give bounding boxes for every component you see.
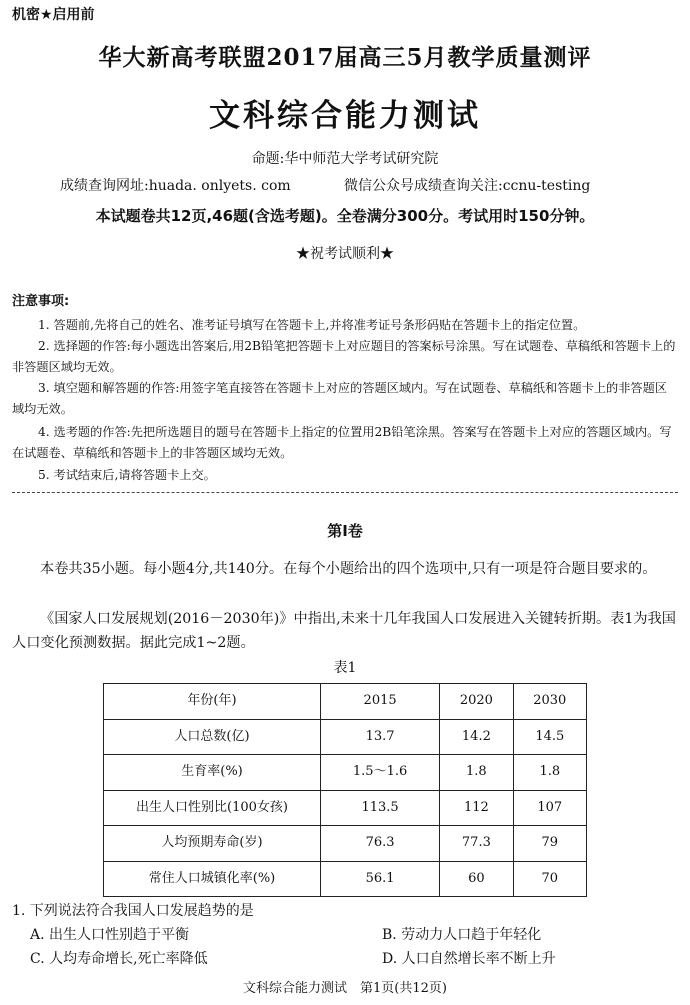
note-item: 1. 答题前,先将自己的姓名、准考证号填写在答题卡上,并将准考证号条形码贴在答题卡上的指定位置。 [38, 318, 586, 332]
table-cell: 生育率(%) [104, 755, 321, 791]
table-cell: 107 [513, 790, 586, 826]
table-cell: 1.8 [513, 755, 586, 791]
table-header-cell: 2030 [513, 684, 586, 720]
exam-series-title: 华大新高考联盟2017届高三5月教学质量测评 [98, 44, 592, 71]
exam-subject-title: 文科综合能力测试 [209, 98, 481, 134]
notes-title: 注意事项: [12, 294, 70, 309]
table-cell: 77.3 [440, 826, 513, 862]
question-context: 《国家人口发展规划(2016－2030年)》中指出,未来十几年我国人口发展进入关键转折期。表1为我国人口变化预测数据。据此完成1~2题。 [12, 611, 676, 651]
table-cell: 人均预期寿命(岁) [104, 826, 321, 862]
table-cell: 112 [440, 790, 513, 826]
table-header-cell: 年份(年) [104, 684, 321, 720]
note-item: 5. 考试结束后,请将答题卡上交。 [38, 468, 216, 482]
table-cell: 56.1 [321, 861, 440, 897]
table-cell: 113.5 [321, 790, 440, 826]
option-a: A. 出生人口性别趋于平衡 [30, 927, 190, 943]
score-website: 成绩查询网址:huada. onlyets. com [60, 178, 291, 194]
option-d: D. 人口自然增长率不断上升 [382, 951, 556, 967]
table-cell: 出生人口性别比(100女孩) [104, 790, 321, 826]
table-row [104, 719, 587, 755]
wechat-account: 微信公众号成绩查询关注:ccnu-testing [344, 178, 591, 194]
table-row [104, 790, 587, 826]
table-cell: 1.8 [440, 755, 513, 791]
dashed-divider [12, 492, 678, 493]
table-cell: 14.5 [513, 719, 586, 755]
exam-info: 本试题卷共12页,46题(含选考题)。全卷满分300分。考试用时150分钟。 [95, 207, 595, 225]
table-header-cell: 2020 [440, 684, 513, 720]
table-header-cell: 2015 [321, 684, 440, 720]
good-luck-line: ★祝考试顺利★ [296, 246, 394, 262]
table-cell: 79 [513, 826, 586, 862]
confidential-label: 机密★启用前 [12, 7, 95, 23]
option-b: B. 劳动力人口趋于年轻化 [382, 927, 542, 943]
question-1-stem: 1. 下列说法符合我国人口发展趋势的是 [12, 903, 254, 919]
table-header-row [104, 684, 587, 720]
table-cell: 76.3 [321, 826, 440, 862]
table-cell: 13.7 [321, 719, 440, 755]
table-row [104, 755, 587, 791]
exam-author: 命题:华中师范大学考试研究院 [251, 151, 439, 167]
table-cell: 60 [440, 861, 513, 897]
section-title: 第Ⅰ卷 [327, 522, 363, 540]
note-item: 2. 选择题的作答:每小题选出答案后,用2B铅笔把答题卡上对应题目的答案标号涂黑。写在试题卷、草稿纸和答题卡上的非答题区域均无效。 [12, 339, 676, 374]
table-cell: 14.2 [440, 719, 513, 755]
option-c: C. 人均寿命增长,死亡率降低 [30, 951, 208, 967]
table-title: 表1 [333, 660, 357, 676]
table-cell: 70 [513, 861, 586, 897]
table-row [104, 826, 587, 862]
note-item: 3. 填空题和解答题的作答:用签字笔直接答在答题卡上对应的答题区域内。写在试题卷、草稿纸和答题卡上的非答题区域均无效。 [12, 381, 667, 416]
table-cell: 常住人口城镇化率(%) [104, 861, 321, 897]
page-footer: 文科综合能力测试 第1页(共12页) [243, 981, 447, 996]
section-intro: 本卷共35小题。每小题4分,共140分。在每个小题给出的四个选项中,只有一项是符合题目要求的。 [40, 561, 657, 577]
table-cell: 人口总数(亿) [104, 719, 321, 755]
table-cell: 1.5～1.6 [321, 755, 440, 791]
note-item: 4. 选考题的作答:先把所选题目的题号在答题卡上指定的位置用2B铅笔涂黑。答案写在答题卡上对应的答题区域内。写在试题卷、草稿纸和答题卡上的非答题区域均无效。 [12, 425, 672, 460]
population-table [103, 683, 587, 897]
table-row [104, 861, 587, 897]
